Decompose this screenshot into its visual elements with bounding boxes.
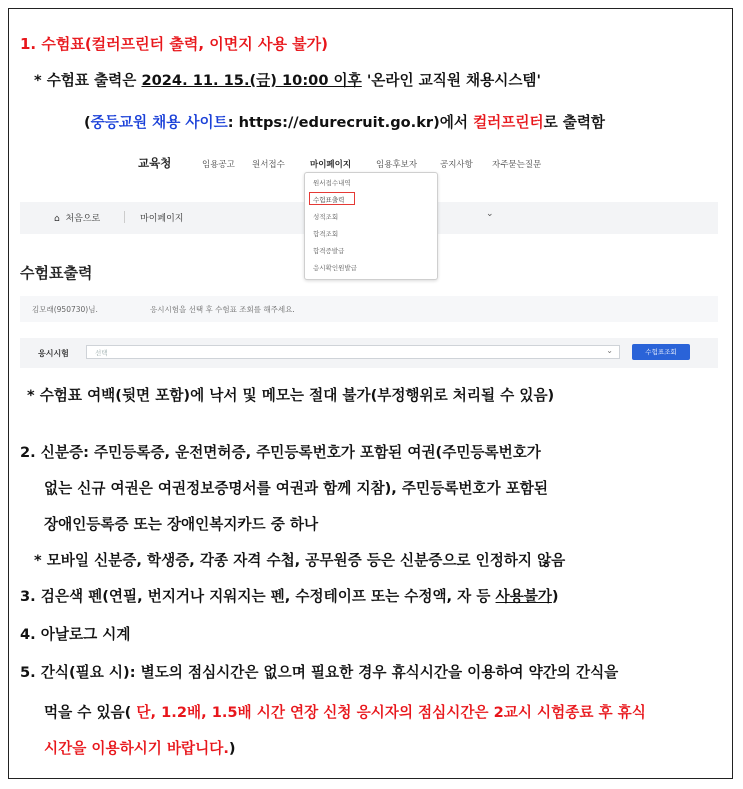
menu-item-notice[interactable]: 임용공고 [202, 160, 235, 170]
menu-item-news[interactable]: 공지사항 [440, 160, 473, 170]
section-5-line-1: 5. 간식(필요 시): 별도의 점심시간은 없으며 필요한 경우 휴식시간을 이용하여 약간의 간식을 [20, 664, 619, 681]
user-name: 김모래(950730)님. [32, 305, 98, 314]
menu-item-candidate[interactable]: 임용후보자 [376, 160, 418, 170]
exam-select[interactable] [86, 345, 620, 359]
breadcrumb-home-label: 처음으로 [65, 214, 101, 224]
exam-select-placeholder: 선택 [95, 349, 108, 357]
line-1-prefix: * 수험표 출력은 [34, 72, 142, 89]
breadcrumb-divider [124, 211, 125, 223]
section-1-note: * 수험표 여백(뒷면 포함)에 낙서 및 메모는 절대 불가(부정행위로 처리될 수 있음) [27, 387, 555, 404]
section-2-line-2: 없는 신규 여권은 여권정보증명서를 여권과 함께 지참), 주민등록번호가 포함된 [44, 480, 548, 497]
section-2-note: * 모바일 신분증, 학생증, 각종 자격 수첩, 공무원증 등은 신분증으로 인정하지 않음 [34, 552, 566, 569]
section-5-line-2-prefix: 먹을 수 있음( [44, 704, 132, 721]
not-allowed-label: 사용불가 [495, 588, 552, 605]
section-3-paren-close: ) [551, 588, 559, 605]
dropdown-item-certificate[interactable]: 합격증발급 [313, 247, 345, 255]
section-1-line-1 [34, 69, 541, 90]
system-name: '온라인 교직원 채용시스템' [361, 72, 542, 89]
chevron-down-icon[interactable]: ⌄ [486, 209, 494, 219]
section-5-red-note: 단, 1.2배, 1.5배 시간 연장 신청 응시자의 점심시간은 2교시 시험종료 후 휴식 [131, 704, 646, 721]
section-5-paren-close: ) [228, 740, 236, 757]
section-5-line-3 [44, 737, 236, 758]
dropdown-item-exam-confirmation[interactable]: 응시확인원발급 [313, 264, 357, 272]
admission-ticket-search-button[interactable]: 수험표조회 [632, 344, 690, 360]
print-date: 2024. 11. 15.(금) 10:00 이후 [141, 72, 362, 89]
recruit-site-name: 중등교원 채용 사이트 [90, 114, 228, 131]
chevron-down-icon: ⌄ [606, 346, 613, 355]
info-bar [20, 296, 718, 322]
dropdown-item-score[interactable]: 성적조회 [313, 213, 339, 221]
home-icon: ⌂ [54, 214, 60, 224]
section-5-red-note-end: 시간을 이용하시기 바랍니다. [44, 740, 229, 757]
breadcrumb-mypage[interactable]: 마이페이지 [140, 214, 184, 224]
breadcrumb-home[interactable] [54, 211, 100, 224]
info-message: 응시시험을 선택 후 수험표 조회를 해주세요. [150, 305, 295, 314]
section-2-line-1: 2. 신분증: 주민등록증, 운전면허증, 주민등록번호가 포함된 여권(주민등록번호가 [20, 444, 541, 461]
dropdown-item-application-history[interactable]: 원서접수내역 [313, 179, 351, 187]
exam-filter-bar [20, 338, 718, 368]
dropdown-item-result[interactable]: 합격조회 [313, 230, 339, 238]
page-title: 수험표출력 [20, 264, 93, 282]
paren-open: ( [84, 114, 91, 131]
section-3-line [20, 585, 559, 606]
site-url: : https://edurecruit.go.kr)에서 [227, 114, 474, 131]
section-5-line-2 [44, 701, 646, 722]
highlight-box [309, 192, 355, 205]
site-logo: 교육청 [138, 156, 172, 170]
line-2-suffix: 로 출력함 [543, 114, 606, 131]
section-2-line-3: 장애인등록증 또는 장애인복지카드 중 하나 [44, 516, 319, 533]
color-printer: 컬러프린터 [473, 114, 544, 131]
menu-item-apply[interactable]: 원서접수 [252, 160, 285, 170]
mypage-dropdown-menu [304, 172, 438, 280]
section-3-text: 3. 검은색 펜(연필, 번지거나 지워지는 펜, 수정테이프 또는 수정액, 자 등 [20, 588, 496, 605]
section-1-title: 1. 수험표(컬러프린터 출력, 이면지 사용 불가) [20, 35, 328, 53]
embedded-screenshot [20, 148, 718, 368]
section-4-line: 4. 아날로그 시계 [20, 626, 131, 643]
exam-select-label: 응시시험 [38, 349, 69, 358]
menu-item-faq[interactable]: 자주묻는질문 [492, 160, 542, 170]
dropdown-item-admission-ticket[interactable]: 수험표출력 [313, 196, 345, 204]
section-1-line-2 [84, 111, 605, 132]
menu-item-mypage[interactable]: 마이페이지 [310, 160, 352, 170]
